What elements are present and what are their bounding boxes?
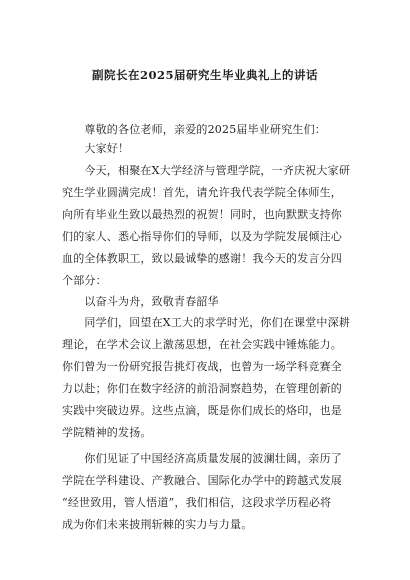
- paragraph-line: 你们曾为一份研究报告挑灯夜战，也曾为一场学科竞赛全: [62, 360, 342, 373]
- paragraph-line: 学院精神的发扬。: [62, 426, 152, 439]
- paragraph-line: 向所有毕业生致以最热烈的祝贺！同时，也向默默支持你: [62, 208, 342, 221]
- paragraph-line: 同学们，回望在X工大的求学时光，你们在课堂中深耕: [62, 316, 351, 329]
- greeting-line: 大家好！: [62, 142, 130, 155]
- section-heading: 以奋斗为舟，致敬青春韶华: [62, 295, 219, 308]
- paragraph-line: 究生学业圆满完成！首先，请允许我代表学院全体师生，: [62, 186, 342, 199]
- paragraph-line: 血的全体教职工，致以最诚挚的感谢！我今天的发言分四: [62, 252, 342, 265]
- paragraph-line: 成为你们未来披荆斩棘的实力与力量。: [62, 518, 253, 531]
- paragraph-line: 理论，在学术会议上激荡思想，在社会实践中锤炼能力。: [62, 338, 342, 351]
- paragraph-line: 实践中突破边界。这些点滴，既是你们成长的烙印，也是: [62, 404, 342, 417]
- paragraph-line: “经世致用，管人悟道”，我们相信，这段求学历程必将: [62, 496, 332, 509]
- document-title: 副院长在2025届研究生毕业典礼上的讲话: [91, 68, 318, 82]
- paragraph-line: 力以赴；你们在数字经济的前沿洞察趋势，在管理创新的: [62, 382, 342, 395]
- paragraph-line: 们的家人、悉心指导你们的导师，以及为学院发展倾注心: [62, 230, 342, 243]
- salutation-line: 尊敬的各位老师，亲爱的2025届毕业研究生们：: [62, 123, 326, 136]
- paragraph-line: 你们见证了中国经济高质量发展的波澜壮阔，亲历了: [62, 452, 342, 465]
- paragraph-line: 今天，相聚在X大学经济与管理学院，一齐庆祝大家研: [62, 164, 351, 177]
- paragraph-line: 学院在学科建设、产教融合、国际化办学中的跨越式发展: [62, 474, 342, 487]
- paragraph-line: 个部分：: [62, 274, 107, 287]
